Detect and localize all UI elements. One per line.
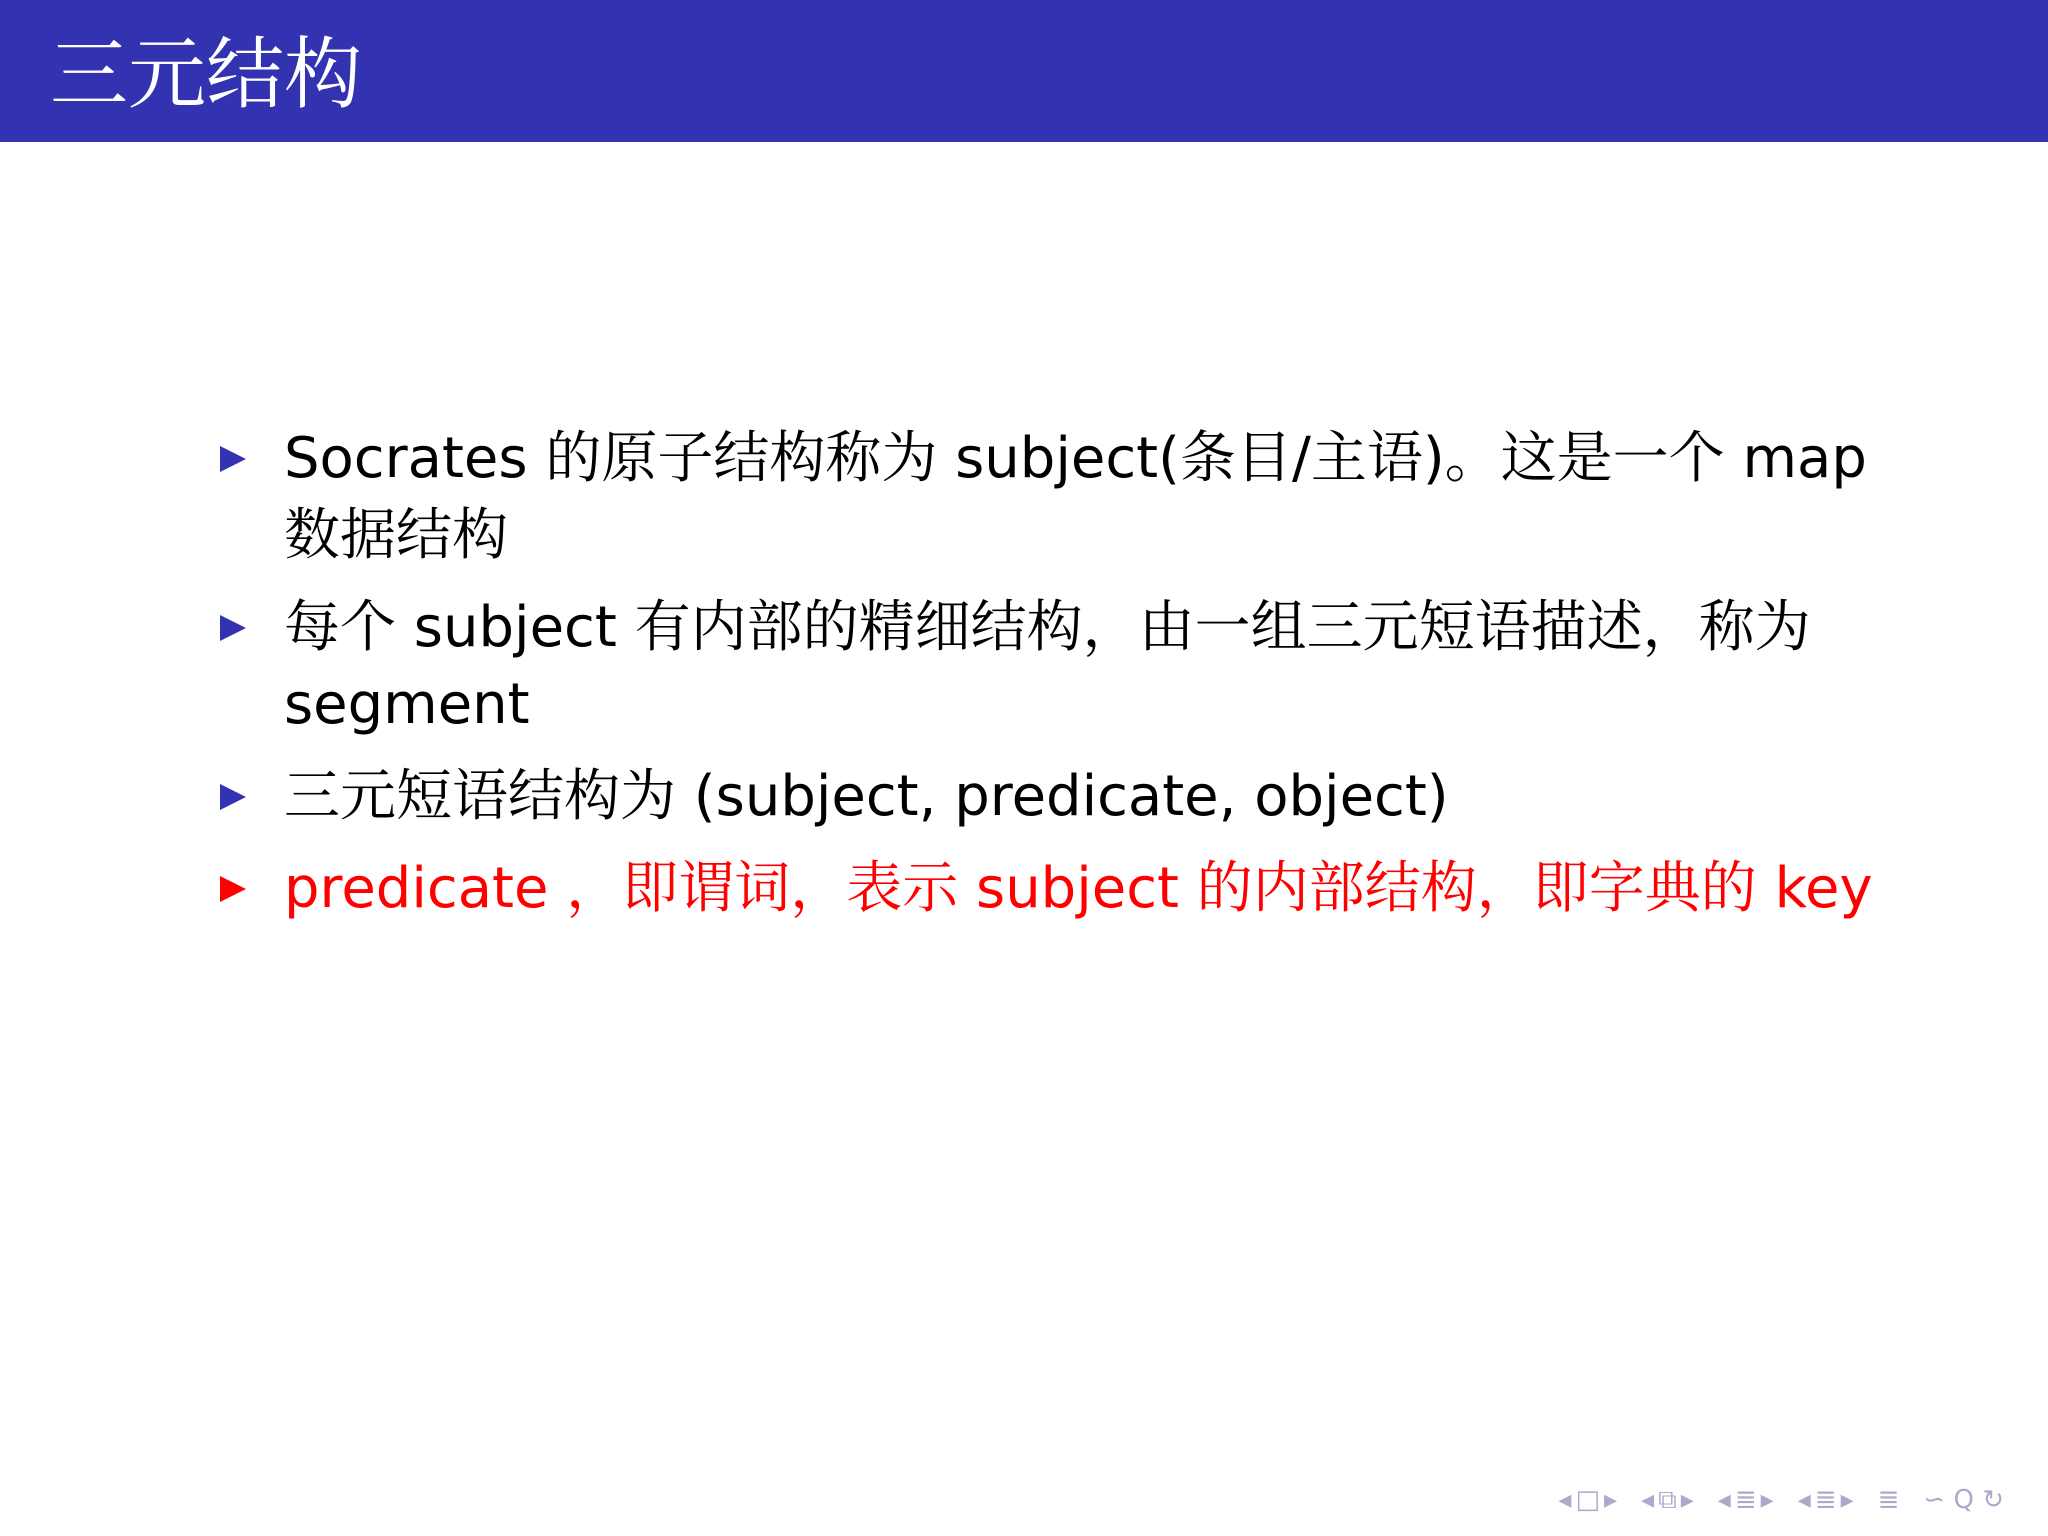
nav-section-icon[interactable]: ≣ (1734, 1485, 1757, 1515)
bullet-triangle-icon (220, 784, 246, 810)
nav-document-icon[interactable]: ≣ (1877, 1485, 1900, 1515)
bullet-triangle-icon (220, 446, 246, 472)
bullet-text: predicate ，即谓词，表示 subject 的内部结构，即字典的 key (284, 856, 1873, 921)
bullet-text: 每个 subject 有内部的精细结构，由一组三元短语描述，称为 segment (284, 595, 1811, 737)
bullet-triangle-icon (220, 615, 246, 641)
nav-prev-part-icon[interactable]: ◂ (1797, 1485, 1811, 1515)
nav-prev-subsection-icon[interactable]: ◂ (1641, 1485, 1655, 1515)
bullet-text: 三元短语结构为 (subject, predicate, object) (284, 764, 1449, 829)
bullet-list (220, 420, 1900, 942)
nav-next-section-icon[interactable]: ▸ (1760, 1485, 1774, 1515)
slide-title: 三元结构 (50, 30, 363, 120)
bullet-item (220, 589, 1900, 743)
nav-next-frame-icon[interactable]: ▸ (1604, 1485, 1618, 1515)
nav-doc-group (1878, 1485, 1900, 1515)
title-bar (0, 0, 2048, 142)
bullet-triangle-icon (220, 876, 246, 902)
bullet-item (220, 758, 1900, 835)
nav-search-icon[interactable]: ∽ Q ↻ (1923, 1485, 2004, 1515)
nav-prev-frame-icon[interactable]: ◂ (1558, 1485, 1572, 1515)
bullet-item-alert (220, 850, 1900, 927)
nav-part-group (1798, 1485, 1854, 1515)
bullet-item (220, 420, 1900, 574)
nav-next-subsection-icon[interactable]: ▸ (1680, 1485, 1694, 1515)
nav-section-group (1718, 1485, 1774, 1515)
nav-next-part-icon[interactable]: ▸ (1840, 1485, 1854, 1515)
bullet-text: Socrates 的原子结构称为 subject(条目/主语)。这是一个 map 数据结构 (284, 426, 1867, 568)
nav-part-icon[interactable]: ≣ (1814, 1485, 1837, 1515)
nav-search-group (1923, 1485, 2004, 1515)
nav-subsection-group (1641, 1485, 1694, 1516)
nav-prev-section-icon[interactable]: ◂ (1717, 1485, 1731, 1515)
nav-frame-group (1558, 1485, 1617, 1515)
nav-subsection-icon[interactable]: ⧉ (1658, 1484, 1677, 1515)
beamer-navigation (1558, 1482, 2018, 1518)
nav-frame-icon[interactable]: □ (1575, 1485, 1601, 1515)
